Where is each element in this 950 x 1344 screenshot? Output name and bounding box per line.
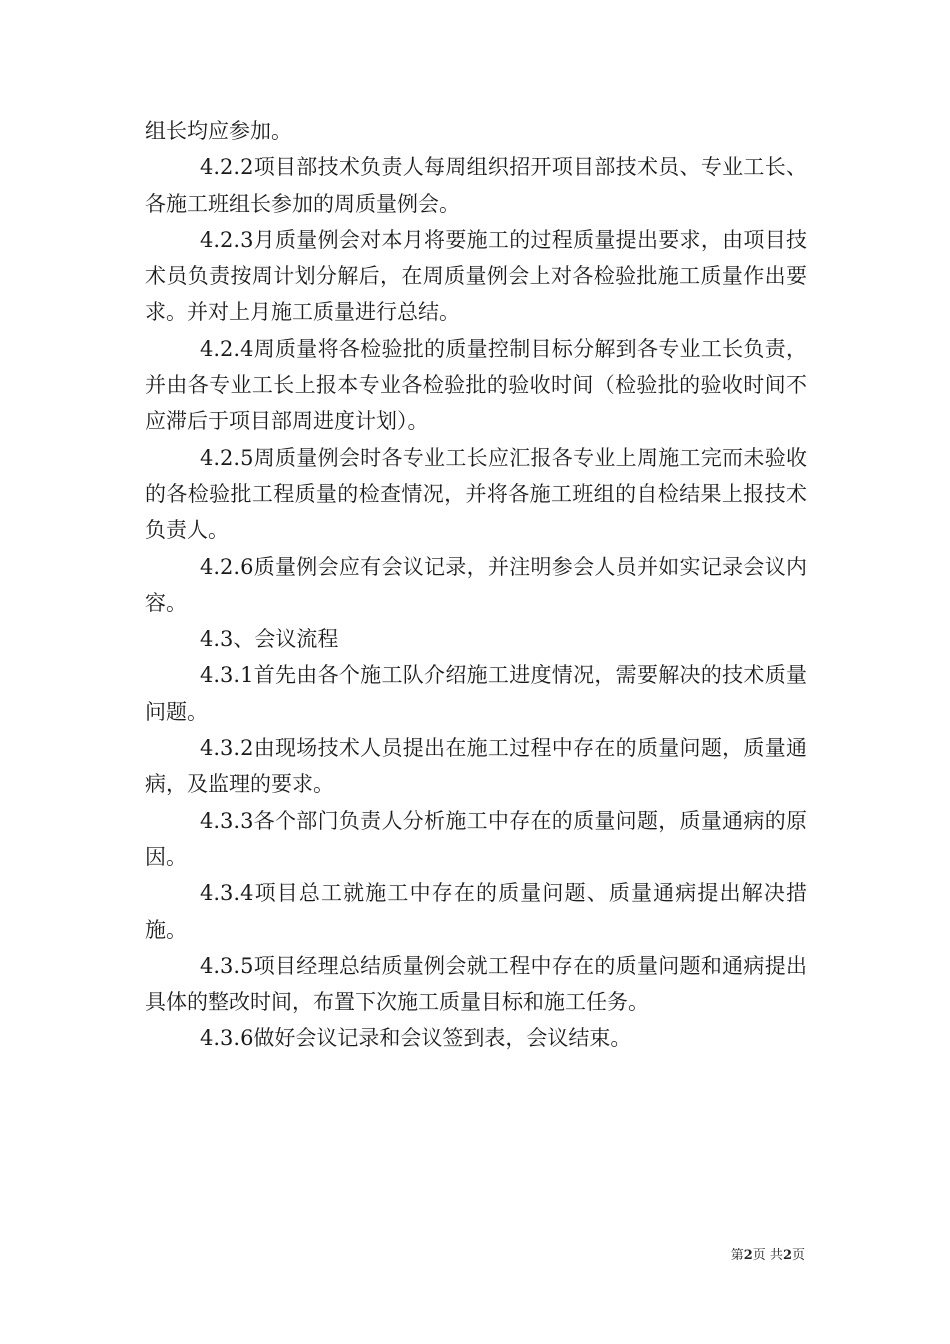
- paragraph: 组长均应参加。: [145, 119, 292, 143]
- paragraph: 4.3.4项目总工就施工中存在的质量问题、质量通病提出解决措施。: [145, 881, 807, 942]
- paragraph: 4.2.4周质量将各检验批的质量控制目标分解到各专业工长负责，并由各专业工长上报本专业各检验批的验收时间（检验批的验收时间不应滞后于项目部周进度计划）。: [145, 336, 807, 434]
- footer-suffix: 页: [791, 1248, 805, 1263]
- page-footer: [690, 1247, 805, 1265]
- paragraph: 4.2.5周质量例会时各专业工长应汇报各专业上周施工完而未验收的各检验批工程质量的检查情况，并将各施工班组的自检结果上报技术负责人。: [145, 445, 807, 543]
- total-page-number: 2: [782, 1248, 792, 1263]
- paragraph: 4.3.5项目经理总结质量例会就工程中存在的质量问题和通病提出具体的整改时间，布置下次施工质量目标和施工任务。: [145, 953, 807, 1015]
- paragraph: 4.3.3各个部门负责人分析施工中存在的质量问题，质量通病的原因。: [145, 808, 807, 869]
- paragraph: 4.3.1首先由各个施工队介绍施工进度情况，需要解决的技术质量问题。: [145, 663, 807, 724]
- section-heading: 4.3、会议流程: [200, 627, 339, 652]
- footer-middle: 页 共: [752, 1248, 783, 1263]
- current-page-number: 2: [743, 1248, 753, 1263]
- document-body: [145, 113, 807, 1057]
- footer-prefix: 第: [730, 1248, 744, 1263]
- paragraph: 4.2.2项目部技术负责人每周组织招开项目部技术员、专业工长、各施工班组长参加的周质量例会。: [145, 155, 807, 216]
- paragraph: 4.3.2由现场技术人员提出在施工过程中存在的质量问题，质量通病，及监理的要求。: [145, 736, 807, 797]
- paragraph: 4.2.3月质量例会对本月将要施工的过程质量提出要求，由项目技术员负责按周计划分解后，在周质量例会上对各检验批施工质量作出要求。并对上月施工质量进行总结。: [145, 227, 807, 325]
- paragraph: 4.2.6质量例会应有会议记录，并注明参会人员并如实记录会议内容。: [145, 554, 807, 615]
- paragraph: 4.3.6做好会议记录和会议签到表，会议结束。: [200, 1026, 632, 1051]
